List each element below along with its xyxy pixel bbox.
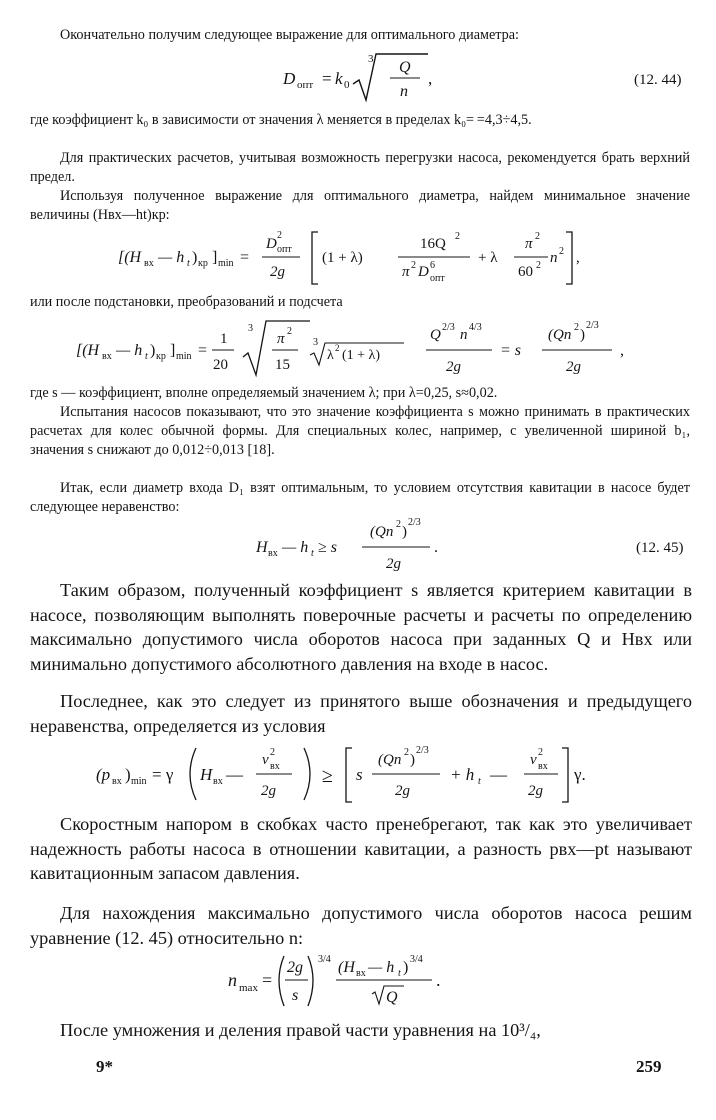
eq6-right-paren [308, 956, 313, 1006]
eq1-tail: , [428, 69, 433, 88]
eq2-f2-den-sup: 2 [411, 260, 416, 271]
eq4-num-sup2: 2/3 [408, 517, 421, 528]
eq4-number: (12. 45) [636, 540, 684, 556]
eq5-geq: ≥ [322, 765, 333, 787]
eq2-f1-num: D [266, 236, 277, 252]
paragraph-thus-d1: Итак, если диаметр входа D₁ взят оптимальным, то условием отсутствия кавитации в насосе будет следующее неравенство: [30, 480, 690, 515]
eq3-r-num: π [277, 331, 285, 347]
eq3-f2-num-sup: 2/3 [442, 322, 455, 333]
eq3-f2-num: Q [430, 327, 441, 343]
eq1-k-sub: 0 [344, 79, 350, 91]
eq3-root2-sup: 2 [335, 343, 340, 353]
eq1-k: k [335, 69, 343, 88]
eq6-left-paren [279, 956, 284, 1006]
eq5-lhs: (p [96, 765, 111, 784]
paragraph-velocity-head: Скоростным напором в скобках часто пренебрегают, так как это увеличивает надежность работы насоса в отношении кавитации, а разность pвх—pt называют кавитационным запасом давления. [30, 814, 692, 883]
eq2-f3-num-sup: 2 [535, 231, 540, 242]
eq6-tail: . [436, 970, 441, 990]
eq4-mid-sub: t [311, 548, 314, 559]
eq6-f-sup: 3/4 [318, 954, 331, 965]
page-number: 259 [636, 1057, 662, 1076]
eq2-lhs-mid: — h [158, 249, 185, 266]
eq2-f2-num: 16Q [420, 236, 446, 252]
eq3-f3-num-sup2: 2/3 [586, 320, 599, 331]
eq4-lhs: H [256, 539, 268, 556]
eq2-f3-num: π [525, 236, 533, 252]
eq3-f3-num: (Qn [548, 327, 572, 343]
eq6-eqsign: = [262, 970, 273, 990]
eq5-v-num: v [262, 752, 269, 768]
paragraph-nmax: Для нахождения максимально допустимого числа оборотов насоса решим уравнение (12. 45) относительно n: [30, 903, 692, 948]
eq5-v2-sup: 2 [538, 747, 543, 758]
eq3-f2-num-n: n [460, 327, 468, 343]
eq5-right-bracket [562, 748, 568, 802]
paragraph-substitution: или после подстановки, преобразований и подсчета [30, 294, 343, 310]
eq5-q-den: 2g [395, 783, 410, 799]
eq4-mid: — h [282, 539, 309, 556]
eq3-root2-rest: (1 + λ) [342, 348, 381, 363]
paragraph-tests: Испытания насосов показывают, что это значение коэффициента s можно принимать в практических расчетах для колес обычной формы. Для специальных колес, например, с увеличенной шириной b₁, значения s снижают до 0,012÷0,013 [18]. [30, 404, 690, 458]
eq5-v2-den: 2g [528, 783, 543, 799]
eq3-root-index: 3 [248, 323, 253, 334]
eq1-lhs-sub: опт [297, 79, 314, 91]
eq3-f2-num-n-sup: 4/3 [469, 322, 482, 333]
eq4-num-close: ) [402, 524, 407, 540]
eq3-lhs-kr: кр [156, 351, 166, 362]
eq3-f3-den: 2g [566, 359, 581, 375]
eq3-lhs-close: ) [150, 342, 156, 359]
eq3-r-num-sup: 2 [287, 326, 292, 337]
eq2-lhs: [(H [118, 249, 142, 266]
eq2-left-bracket [312, 232, 318, 284]
eq2-lhs-br: ] [212, 249, 218, 266]
eq1-root-index: 3 [368, 53, 374, 65]
eq5-lhs-min: min [131, 776, 147, 787]
eq2-lhs-vx: вх [144, 258, 154, 269]
eq5-lhs-sub: вх [112, 776, 122, 787]
eq3-tail: , [620, 342, 624, 359]
eq2-n-sup: 2 [559, 246, 564, 257]
eq5-left-bracket [346, 748, 352, 802]
equation-12-44 [0, 48, 716, 108]
eq5-v-sup: 2 [270, 747, 275, 758]
eq1-num: Q [399, 59, 411, 76]
page-signature: 9* [96, 1057, 113, 1076]
eq5-plus-h: + h [450, 765, 475, 784]
eq3-lhs-min: min [176, 351, 192, 362]
eq5-v-den: 2g [261, 783, 276, 799]
eq5-eqsign: = γ [152, 765, 174, 784]
eq5-left-paren [190, 748, 196, 800]
eq5-h-t: t [478, 776, 481, 787]
eq5-h-sub: вх [213, 776, 223, 787]
eq5-lhs-close: ) [125, 765, 131, 784]
eq2-right-bracket [566, 232, 572, 284]
eq2-plus: + λ [478, 250, 498, 266]
eq4-num: (Qn [370, 524, 394, 540]
eq2-paren: (1 + λ) [322, 250, 363, 266]
eq2-eqsign: = [240, 249, 250, 266]
eq5-q-num: (Qn [378, 752, 402, 768]
eq5-right-paren [304, 748, 310, 800]
eq2-n: n [550, 250, 558, 266]
eq2-lhs-kr: кр [198, 258, 208, 269]
eq3-root2-body: λ [327, 348, 334, 363]
eq1-lhs: D [283, 69, 296, 88]
eq3-lhs: [(H [76, 342, 100, 359]
eq6-num-sub: вх [356, 968, 366, 979]
eq2-lhs-close: ) [192, 249, 198, 266]
eq4-geq: ≥ s [318, 539, 338, 556]
paragraph-k0: где коэффициент k₀ в зависимости от значения λ меняется в пределах k₀= =4,3÷4,5. [30, 112, 532, 128]
eq3-f3-num-sup: 2 [574, 322, 579, 333]
paragraph-practical: Для практических расчетов, учитывая возможность перегрузки насоса, рекомендуется брать верхний предел. [30, 150, 690, 185]
eq2-f1-num-sup: 2 [277, 230, 282, 241]
eq5-v-sub: вх [270, 761, 280, 772]
paragraph-intro: Окончательно получим следующее выражение для оптимального диаметра: [60, 27, 519, 43]
equation-nmax [0, 950, 716, 1010]
eq2-f2-num-sup: 2 [455, 231, 460, 242]
paragraph-multiply: После умножения и деления правой части уравнения на 10³/₄, [60, 1020, 541, 1040]
eq1-root-sign [353, 54, 428, 100]
eq2-lhs-min: min [218, 258, 234, 269]
eq3-f3-num-close: ) [580, 327, 585, 343]
eq5-gamma: γ. [574, 765, 586, 784]
paragraph-criterion: Таким образом, полученный коэффициент s является критерием кавитации в насосе, позволяющим выполнять поверочные расчеты и расчеты по определению максимально допустимого числа оборотов насоса при заданных Q и Hвх или минимально допустимого абсолютного давления на входе в насос. [30, 580, 692, 674]
eq5-s: s [356, 765, 363, 784]
paragraph-last: Последнее, как это следует из принятого выше обозначения и предыдущего неравенства, определяется из условия [30, 691, 692, 736]
eq6-f-num: 2g [287, 959, 303, 976]
eq4-lhs-sub: вх [268, 548, 278, 559]
eq6-num-mid: — h [368, 959, 395, 976]
eq3-lhs-vx: вх [102, 351, 112, 362]
equation-substituted [0, 313, 716, 379]
eq2-f2-den-d-sup: 6 [430, 260, 435, 271]
eq2-f2-den: π [402, 264, 410, 280]
eq6-lhs: n [228, 970, 237, 990]
paragraph-s-coefficient: где s — коэффициент, вполне определяемый значением λ; при λ=0,25, s≈0,02. [30, 385, 498, 401]
eq3-lhs-t: t [145, 351, 148, 362]
eq1-eqsign: = [322, 69, 332, 88]
eq6-num-t: t [398, 968, 401, 979]
equation-12-45 [0, 516, 716, 574]
eq5-q-sup2: 2/3 [416, 745, 429, 756]
eq5-minus2: — [490, 765, 507, 784]
eq3-eqsign: = [198, 342, 208, 359]
eq6-f-den: s [292, 987, 299, 1004]
eq1-den: n [400, 83, 408, 100]
eq4-num-sup: 2 [396, 519, 401, 530]
eq5-v2-sub: вх [538, 761, 548, 772]
eq5-q-close: ) [410, 752, 415, 768]
eq3-root2-index: 3 [313, 337, 318, 348]
eq2-f1-den: 2g [270, 264, 285, 280]
eq6-lhs-sub: max [239, 982, 258, 994]
eq5-q-sup: 2 [404, 747, 409, 758]
eq2-f2-den-d-sub: опт [430, 273, 445, 284]
eq2-f2-den-d: D [418, 264, 429, 280]
eq2-f3-den-sup: 2 [536, 260, 541, 271]
eq2-tail: , [576, 250, 580, 266]
eq3-lhs-br: ] [170, 342, 176, 359]
eq5-minus: — [226, 765, 243, 784]
eq3-eq-s: = s [500, 342, 522, 359]
equation-pressure-min [0, 740, 716, 804]
eq6-den: Q [386, 989, 398, 1006]
eq2-lhs-t: t [187, 258, 190, 269]
eq3-lhs-mid: — h [116, 342, 143, 359]
eq6-num-close: ) [403, 959, 409, 976]
eq2-f3-den: 60 [518, 264, 533, 280]
eq4-den: 2g [386, 556, 401, 572]
eq5-h: H [200, 765, 213, 784]
eq4-tail: . [434, 539, 438, 556]
eq6-num: (H [338, 959, 355, 976]
equation-min-value [0, 226, 716, 290]
eq3-f1-den: 20 [213, 357, 228, 373]
eq3-r-den: 15 [275, 357, 290, 373]
paragraph-using: Используя полученное выражение для оптимального диаметра, найдем минимальное значение величины (Hвх—ht)кр: [30, 188, 690, 223]
eq5-v2-num: v [530, 752, 537, 768]
eq6-num-sup: 3/4 [410, 954, 423, 965]
eq3-f2-den: 2g [446, 359, 461, 375]
eq1-number: (12. 44) [634, 72, 682, 88]
eq2-f1-num-sub: опт [277, 244, 292, 255]
eq3-f1-num: 1 [220, 331, 228, 347]
